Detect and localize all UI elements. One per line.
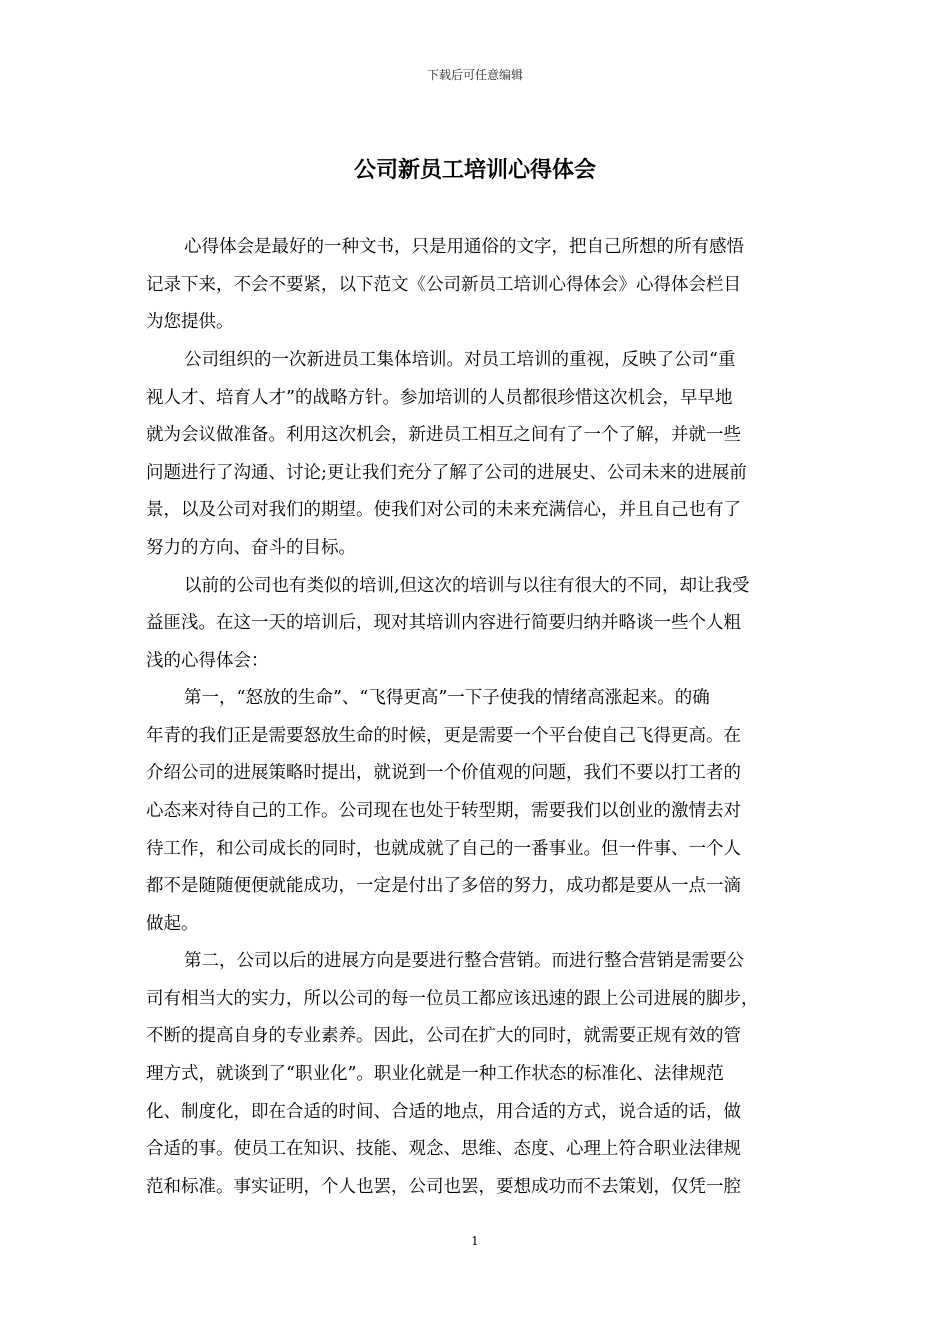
body-line: 公司组织的一次新进员工集体培训。对员工培训的重视，反映了公司“重: [184, 350, 736, 370]
body-line: 介绍公司的进展策略时提出，就说到一个价值观的问题，我们不要以打工者的: [146, 763, 741, 783]
body-line: 待工作，和公司成长的同时，也就成就了自己的一番事业。但一件事、一个人: [146, 839, 741, 859]
body-line: 都不是随随便便就能成功，一定是付出了多倍的努力，成功都是要从一点一滴: [146, 876, 741, 896]
body-line: 合适的事。使员工在知识、技能、观念、思维、态度、心理上符合职业法律规: [146, 1139, 741, 1159]
header-note: 下载后可任意编辑: [426, 68, 523, 82]
body-line: 景，以及公司对我们的期望。使我们对公司的未来充满信心，并且自己也有了: [146, 500, 741, 520]
body-line: 做起。: [146, 914, 199, 934]
body-line: 以前的公司也有类似的培训,但这次的培训与以往有很大的不同，却让我受: [184, 576, 750, 596]
body-line: 第二，公司以后的进展方向是要进行整合营销。而进行整合营销是需要公: [184, 951, 744, 971]
body-line: 浅的心得体会：: [146, 651, 269, 671]
body-line: 年青的我们正是需要怒放生命的时候，更是需要一个平台使自己飞得更高。在: [146, 726, 741, 746]
body-line: 益匪浅。在这一天的培训后，现对其培训内容进行简要归纳并略谈一些个人粗: [146, 613, 741, 633]
body-line: 化、制度化，即在合适的时间、合适的地点，用合适的方式，说合适的话，做: [146, 1102, 741, 1122]
body-line: 理方式，就谈到了“职业化”。职业化就是一种工作状态的标准化、法律规范: [146, 1064, 724, 1084]
body-line: 努力的方向、奋斗的目标。: [146, 538, 356, 558]
body-line: 问题进行了沟通、讨论;更让我们充分了解了公司的进展史、公司未来的进展前: [146, 463, 747, 483]
body-line: 心得体会是最好的一种文书，只是用通俗的文字，把自己所想的所有感悟: [184, 237, 744, 257]
body-line: 司有相当大的实力，所以公司的每一位员工都应该迅速的跟上公司进展的脚步，: [146, 989, 759, 1009]
page-number: 1: [471, 1234, 479, 1248]
body-line: 范和标准。事实证明，个人也罢，公司也罢，要想成功而不去策划，仅凭一腔: [146, 1177, 741, 1197]
body-line: 第一，“怒放的生命”、“飞得更高”一下子使我的情绪高涨起来。的确: [184, 688, 710, 708]
body-line: 为您提供。: [146, 312, 234, 332]
body-line: 心态来对待自己的工作。公司现在也处于转型期，需要我们以创业的激情去对: [146, 801, 741, 821]
body-line: 视人才、培育人才”的战略方针。参加培训的人员都很珍惜这次机会，早早地: [146, 388, 733, 408]
body-line: 记录下来，不会不要紧，以下范文《公司新员工培训心得体会》心得体会栏目: [146, 275, 741, 295]
body-line: 不断的提高自身的专业素养。因此，公司在扩大的同时，就需要正规有效的管: [146, 1026, 741, 1046]
document-title: 公司新员工培训心得体会: [353, 157, 596, 183]
body-line: 就为会议做准备。利用这次机会，新进员工相互之间有了一个了解，并就一些: [146, 425, 741, 445]
